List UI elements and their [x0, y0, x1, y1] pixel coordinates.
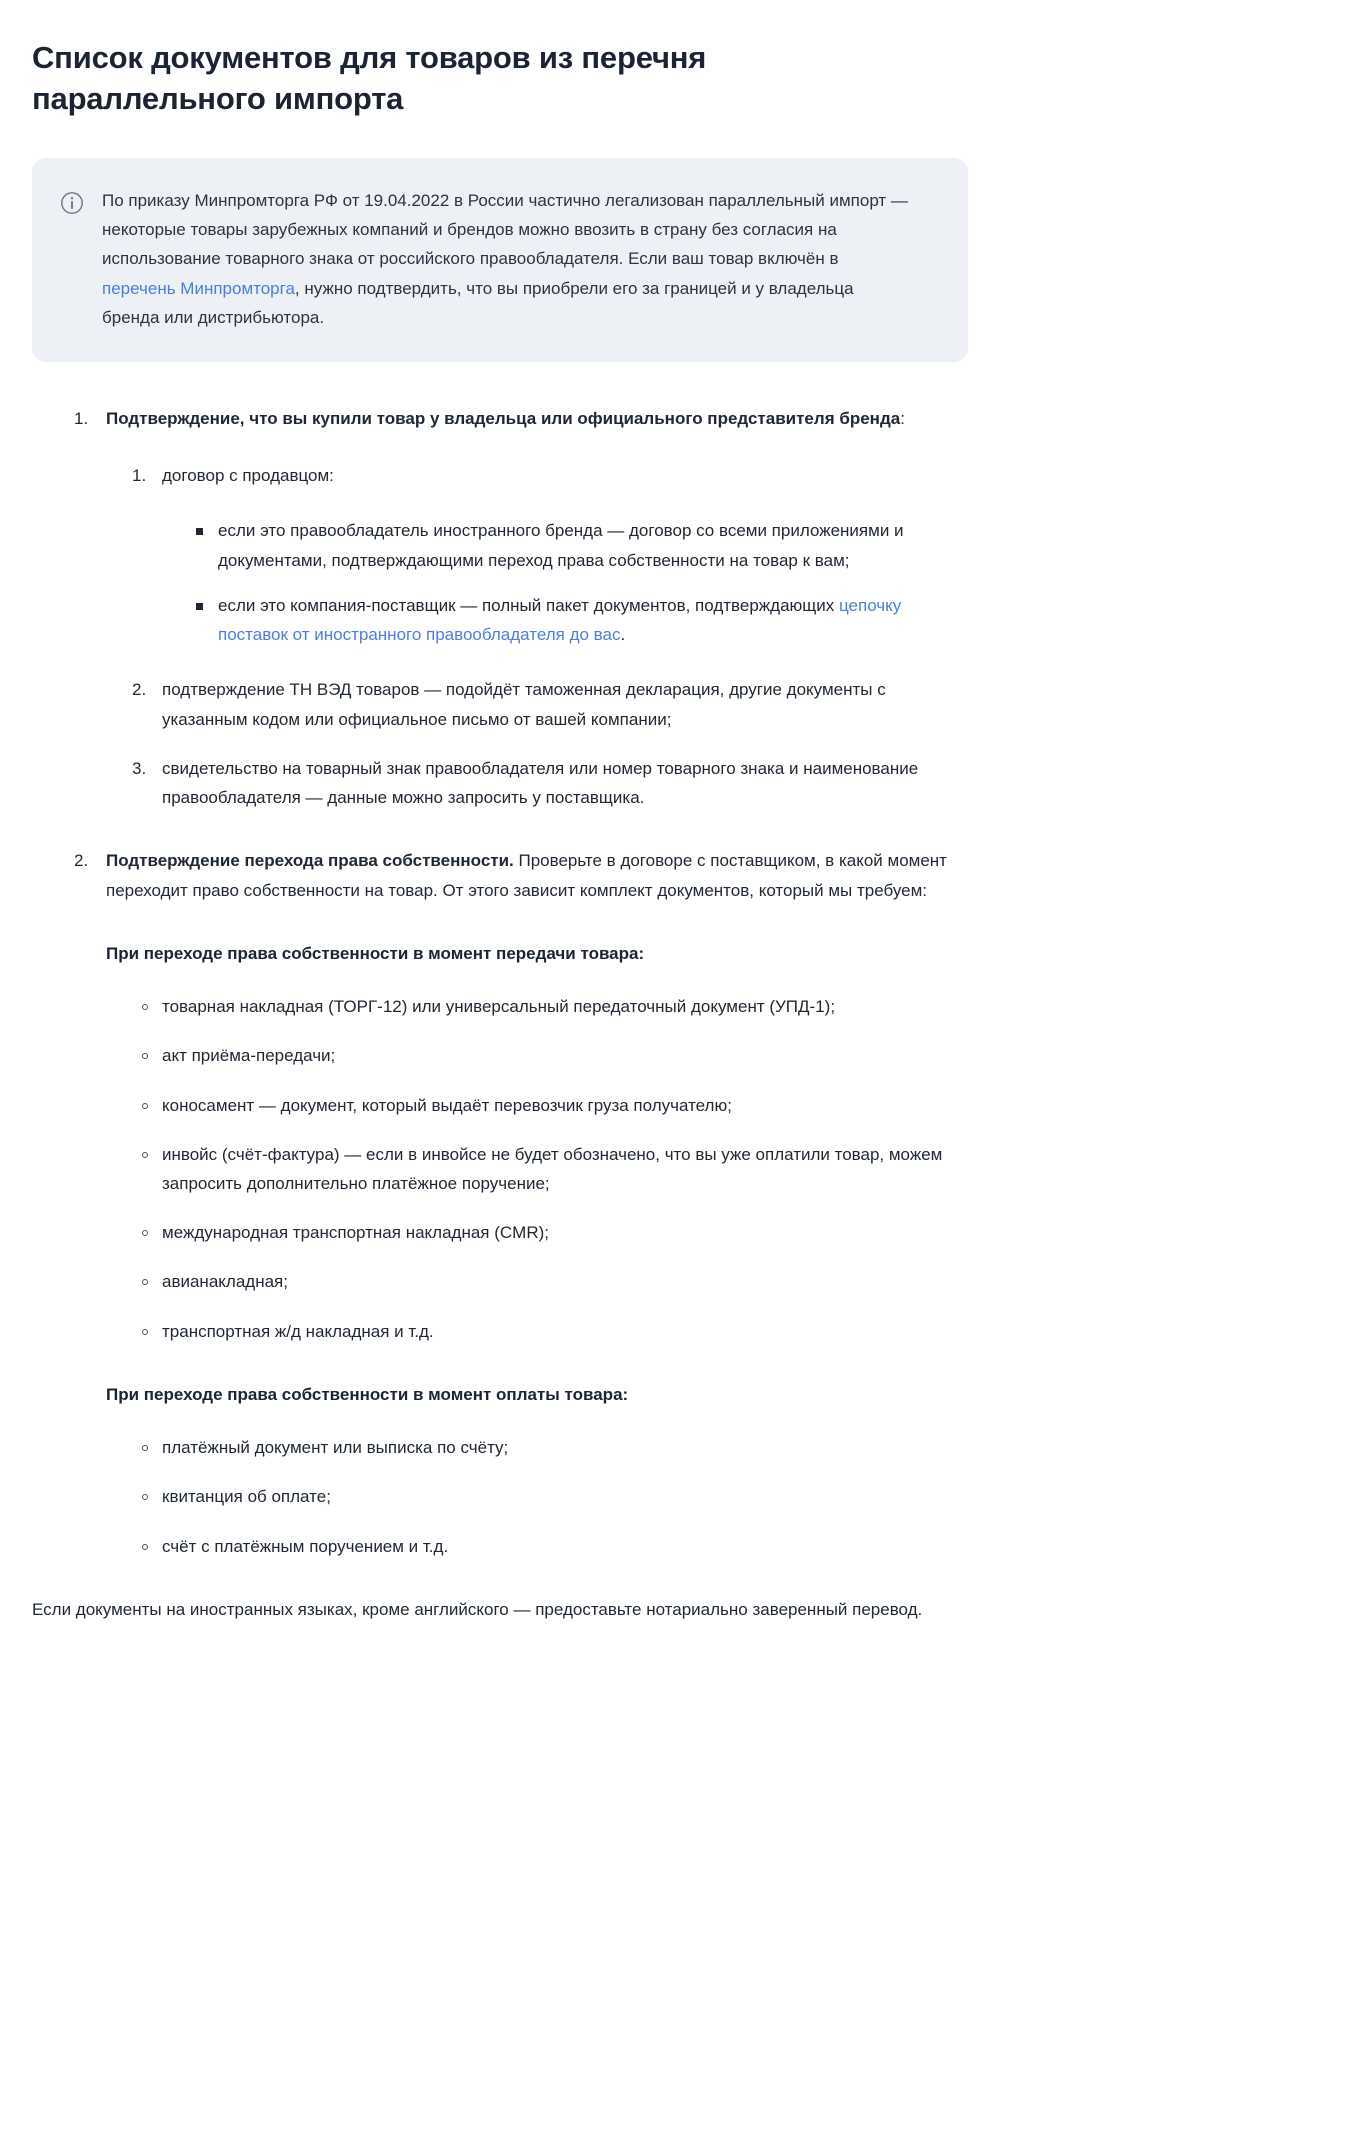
- payment-documents-list: [106, 1433, 968, 1561]
- list-item-transfer-doc: [162, 1267, 968, 1296]
- requirement-1-heading-tail: :: [900, 408, 905, 428]
- list-item-transfer-doc: [162, 1140, 968, 1198]
- sub-item-tnved-text: подтверждение ТН ВЭД товаров — подойдёт таможенная декларация, другие документы с указанным кодом или официальное письмо от вашей компании;: [162, 680, 886, 729]
- transfer-doc-text: коносамент — документ, который выдаёт перевозчик груза получателю;: [162, 1095, 732, 1115]
- requirement-1-heading-bold: Подтверждение, что вы купили товар у владельца или официального представителя бренда: [106, 408, 901, 428]
- transfer-doc-text: товарная накладная (ТОРГ-12) или универсальный передаточный документ (УПД-1);: [162, 997, 836, 1017]
- payment-doc-text: квитанция об оплате;: [162, 1487, 331, 1507]
- requirement-2-heading: [106, 846, 968, 904]
- list-item-requirement-2: [106, 846, 968, 1561]
- requirement-1-sublist: [106, 461, 968, 812]
- document-page: [0, 38, 1000, 1624]
- transfer-doc-text: инвойс (счёт-фактура) — если в инвойсе не будет обозначено, что вы уже оплатили товар, можем запросить дополнительно платёжное поручение;: [162, 1144, 943, 1193]
- payment-doc-text: счёт с платёжным поручением и т.д.: [162, 1536, 449, 1556]
- requirement-1-heading: [106, 404, 968, 433]
- list-item-transfer-doc: [162, 1218, 968, 1247]
- minpromtorg-list-link[interactable]: перечень Минпромторга: [102, 278, 295, 298]
- supplier-text-after: .: [620, 625, 626, 645]
- list-item-transfer-doc: [162, 1091, 968, 1120]
- list-item-rightsholder: [218, 516, 968, 574]
- transfer-doc-text: авианакладная;: [162, 1272, 288, 1292]
- requirements-list: [32, 404, 968, 1561]
- supplier-text-before: если это компания-поставщик — полный пакет документов, подтверждающих: [218, 595, 839, 615]
- list-item-transfer-doc: [162, 1041, 968, 1070]
- list-item-payment-doc: [162, 1482, 968, 1511]
- transfer-doc-text: международная транспортная накладная (CMR);: [162, 1223, 549, 1243]
- list-item-payment-doc: [162, 1433, 968, 1462]
- callout-text-part1: По приказу Минпромторга РФ от 19.04.2022 в России частично легализован параллельный импорт — некоторые товары зарубежных компаний и брендов можно ввозить в страну без согласия на использование товарного знака от российского правообладателя. Если ваш товар включён в: [102, 190, 908, 269]
- callout-text: [102, 186, 912, 332]
- requirement-2-heading-bold: Подтверждение перехода права собственности.: [106, 851, 514, 871]
- rightsholder-text: если это правообладатель иностранного бренда — договор со всеми приложениями и документами, подтверждающими переход права собственности на товар к вам;: [218, 521, 904, 570]
- requirement-2-heading-tail: Проверьте в договоре с поставщиком, в какой момент переходит право собственности на товар. От этого зависит комплект документов, который мы требуем:: [106, 851, 947, 900]
- list-item-transfer-doc: [162, 1317, 968, 1346]
- payment-doc-text: платёжный документ или выписка по счёту;: [162, 1438, 509, 1458]
- transfer-doc-text: акт приёма-передачи;: [162, 1046, 336, 1066]
- sub-item-tnved: [162, 675, 968, 733]
- sub-item-contract-label: договор с продавцом:: [162, 466, 334, 486]
- list-item-requirement-1: [106, 404, 968, 812]
- sub-item-trademark-text: свидетельство на товарный знак правообладателя или номер товарного знака и наименование правообладателя — данные можно запросить у поставщика.: [162, 758, 919, 808]
- list-item-transfer-doc: [162, 992, 968, 1021]
- callout-text-part2: , нужно подтвердить, что вы приобрели его за границей и у владельца бренда или дистрибьютора.: [102, 278, 854, 327]
- supply-chain-link[interactable]: цепочку поставок от иностранного правообладателя до вас: [218, 595, 902, 645]
- info-icon: [60, 191, 84, 215]
- transfer-doc-text: транспортная ж/д накладная и т.д.: [162, 1321, 434, 1341]
- page-title: Список документов для товаров из перечня параллельного импорта: [32, 40, 707, 116]
- subheading-payment-moment: При переходе права собственности в момент оплаты товара:: [106, 1384, 629, 1404]
- list-item-payment-doc: [162, 1532, 968, 1561]
- info-callout: [32, 158, 968, 362]
- list-item-supplier-company: [218, 591, 968, 649]
- sub-item-trademark: [162, 754, 968, 812]
- contract-conditions-list: [162, 516, 968, 649]
- closing-note: Если документы на иностранных языках, кроме английского — предоставьте нотариально заверенный перевод.: [32, 1599, 923, 1619]
- transfer-documents-list: [106, 992, 968, 1346]
- sub-item-contract: [162, 461, 968, 649]
- subheading-transfer-moment: При переходе права собственности в момент передачи товара:: [106, 943, 645, 963]
